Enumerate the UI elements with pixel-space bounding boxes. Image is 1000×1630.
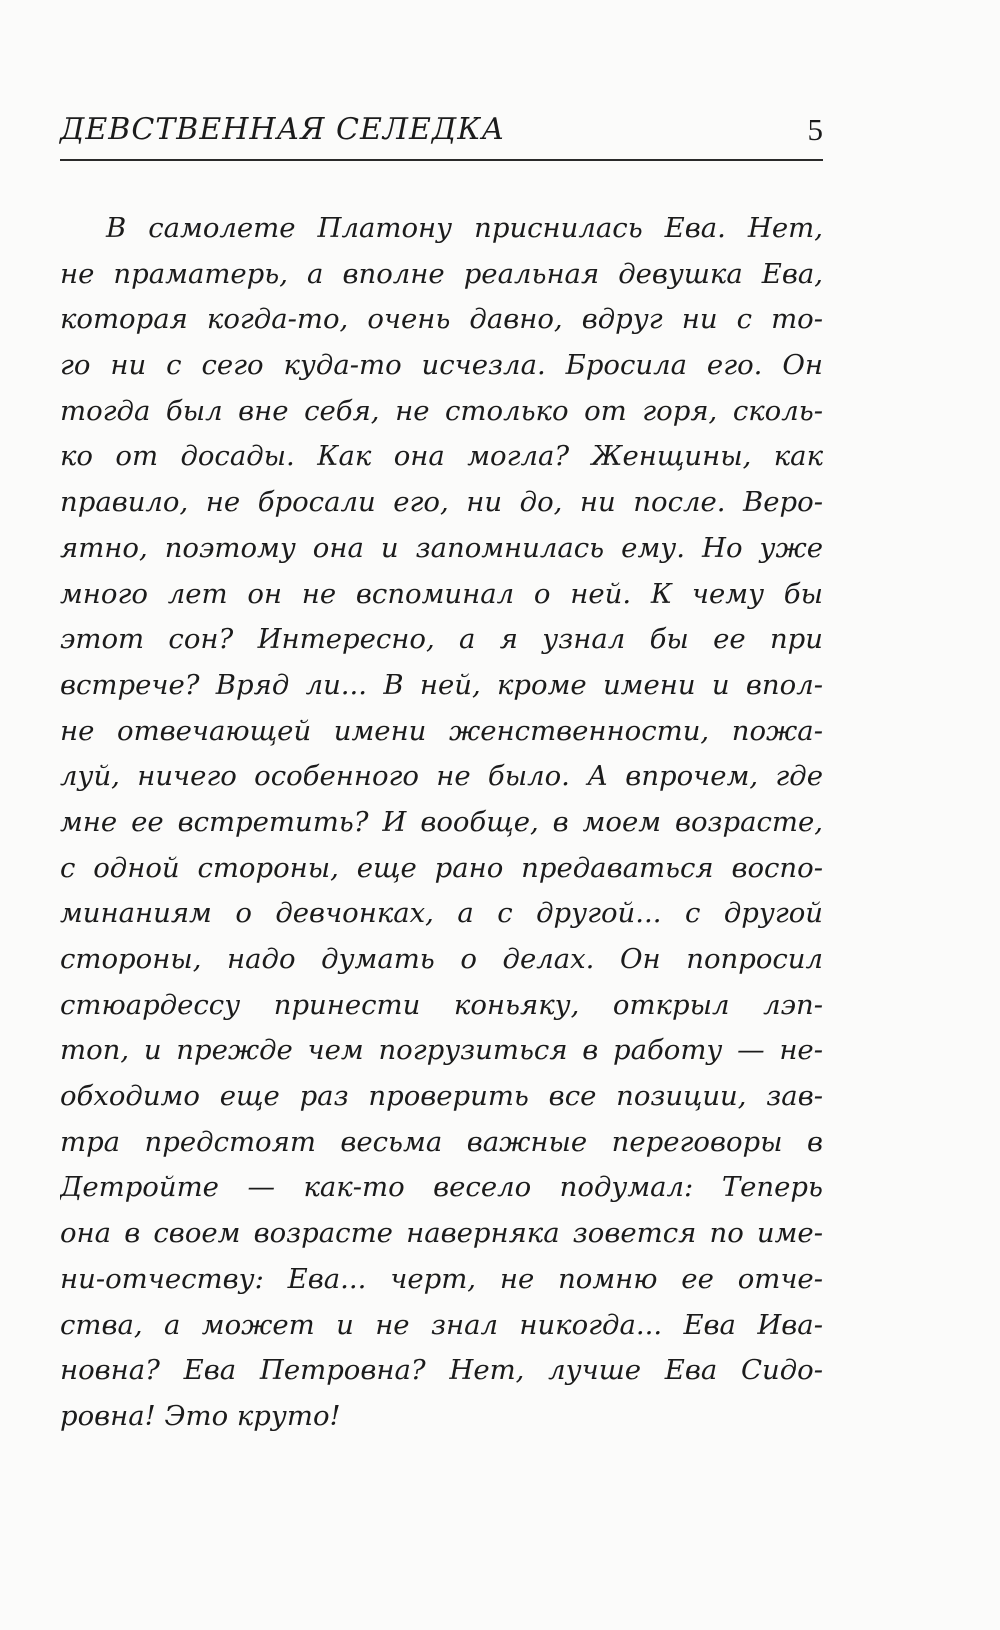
header-rule xyxy=(60,159,823,161)
text-line: минаниям о девчонках, а с другой... с другой xyxy=(60,897,823,930)
text-line: ко от досады. Как она могла? Женщины, как xyxy=(60,440,823,473)
text-line: много лет он не вспоминал о ней. К чему бы xyxy=(60,577,823,610)
text-line: правило, не бросали его, ни до, ни после. Веро- xyxy=(60,486,823,519)
page-number: 5 xyxy=(807,112,823,147)
body-text xyxy=(60,206,823,1440)
text-line: этот сон? Интересно, а я узнал бы ее при xyxy=(60,623,823,656)
text-line: не праматерь, а вполне реальная девушка Ева, xyxy=(60,257,823,290)
text-line: тра предстоят весьма важные переговоры в xyxy=(60,1125,823,1158)
text-line: Детройте — как-то весело подумал: Теперь xyxy=(60,1171,823,1204)
text-line: не отвечающей имени женственности, пожа- xyxy=(60,714,823,747)
text-line: мне ее встретить? И вообще, в моем возрасте, xyxy=(60,805,823,838)
text-line: она в своем возрасте наверняка зовется по име- xyxy=(60,1217,823,1250)
text-line: стюардессу принести коньяку, открыл лэп- xyxy=(60,988,823,1021)
running-title: ДЕВСТВЕННАЯ СЕЛЕДКА xyxy=(60,112,506,147)
text-line: встрече? Вряд ли... В ней, кроме имени и впол- xyxy=(60,668,823,701)
text-line: ни-отчеству: Ева... черт, не помню ее отче- xyxy=(60,1262,823,1295)
running-head xyxy=(60,112,823,152)
text-line: топ, и прежде чем погрузиться в работу — не- xyxy=(60,1034,823,1067)
text-line: обходимо еще раз проверить все позиции, зав- xyxy=(60,1080,823,1113)
text-line: луй, ничего особенного не было. А впрочем, где xyxy=(60,760,823,793)
text-line: новна? Ева Петровна? Нет, лучше Ева Сидо- xyxy=(60,1354,823,1387)
text-line: ровна! Это круто! xyxy=(60,1399,341,1432)
text-line: ства, а может и не знал никогда... Ева Ива- xyxy=(60,1308,823,1341)
text-line: тогда был вне себя, не столько от горя, сколь- xyxy=(60,394,823,427)
text-line: ятно, поэтому она и запомнилась ему. Но уже xyxy=(60,531,823,564)
text-line: которая когда-то, очень давно, вдруг ни с то- xyxy=(60,303,823,336)
text-line: В самолете Платону приснилась Ева. Нет, xyxy=(106,212,823,244)
text-line: с одной стороны, еще рано предаваться воспо- xyxy=(60,851,823,884)
text-line: го ни с сего куда-то исчезла. Бросила его. Он xyxy=(60,349,823,382)
text-line: стороны, надо думать о делах. Он попросил xyxy=(60,943,823,975)
